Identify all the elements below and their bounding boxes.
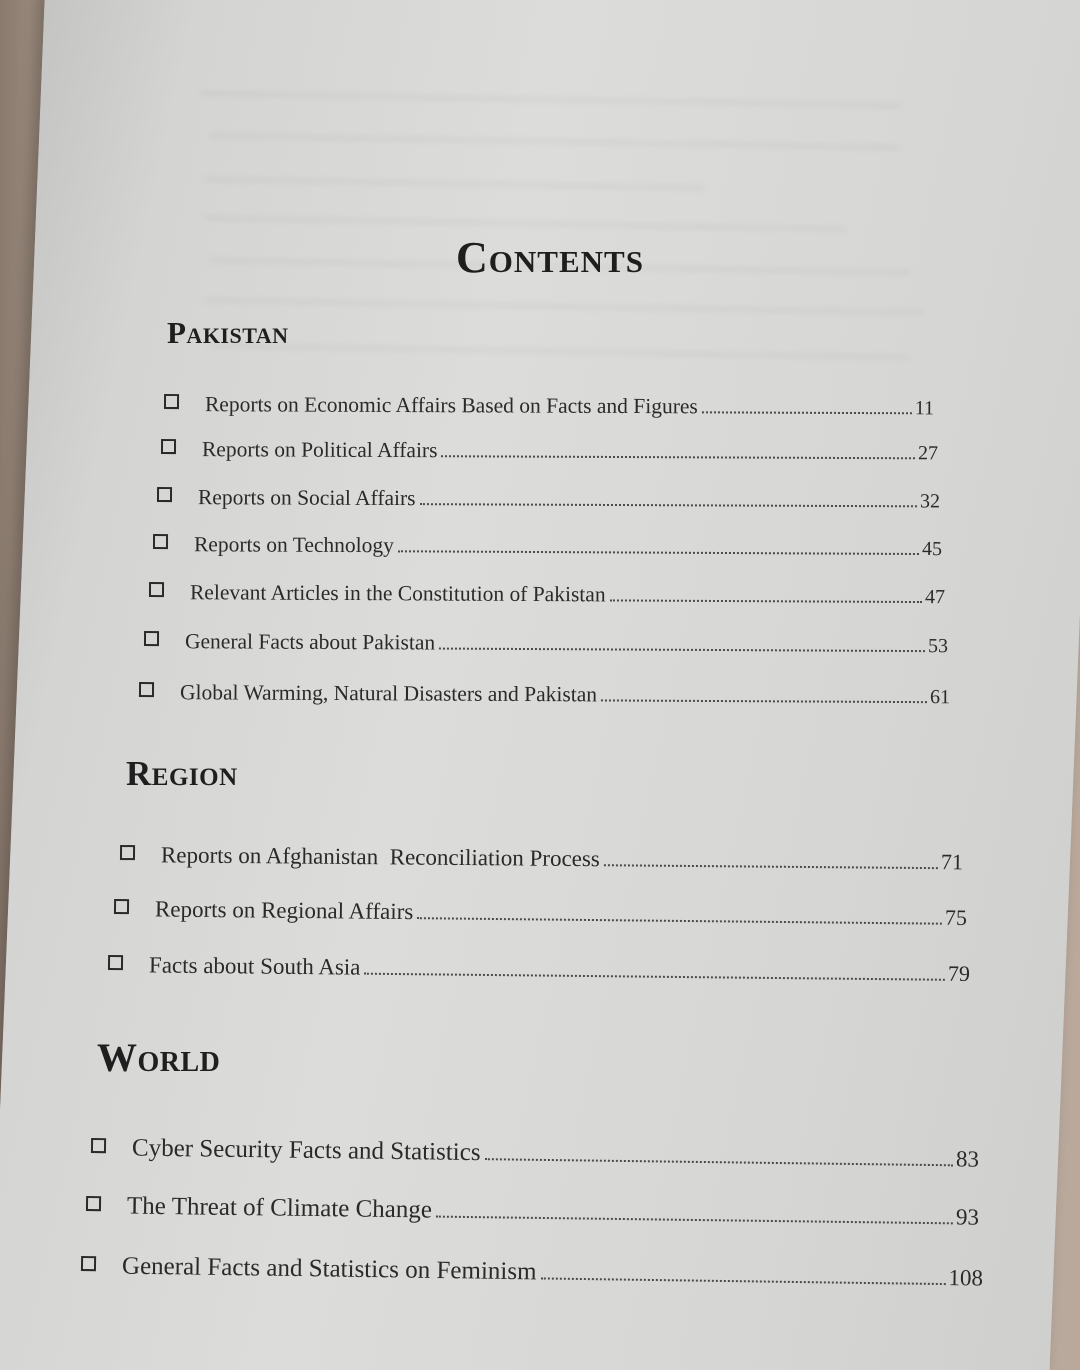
dot-leader <box>601 699 927 703</box>
entry-page-number: 83 <box>955 1146 980 1172</box>
dot-leader <box>540 1277 945 1285</box>
entry-page-number: 45 <box>921 538 943 561</box>
dot-leader <box>604 864 938 869</box>
entry-page-number: 108 <box>948 1265 984 1291</box>
checkbox-bullet-icon <box>144 631 159 646</box>
checkbox-bullet-icon <box>157 487 172 502</box>
checkbox-bullet-icon <box>164 394 179 409</box>
entry-label: Reports on Regional Affairs <box>154 896 414 925</box>
checkbox-bullet-icon <box>81 1256 96 1271</box>
toc-entry[interactable] <box>153 532 942 561</box>
entry-label: Global Warming, Natural Disasters and Pakistan <box>179 680 598 707</box>
toc-entry[interactable] <box>149 580 945 609</box>
toc-entry[interactable] <box>139 680 950 709</box>
entry-label: Reports on Technology <box>193 532 394 558</box>
entry-label: Reports on Social Affairs <box>197 485 416 511</box>
entry-page-number: 47 <box>924 586 946 609</box>
entry-label: Cyber Security Facts and Statistics <box>131 1134 481 1167</box>
entry-page-number: 32 <box>919 490 941 513</box>
dot-leader <box>420 503 917 507</box>
checkbox-bullet-icon <box>108 955 123 970</box>
checkbox-bullet-icon <box>139 682 154 697</box>
dot-leader <box>441 455 915 459</box>
entry-label: Reports on Economic Affairs Based on Facts and Figures <box>204 392 698 419</box>
section-heading-world: World <box>97 1035 221 1080</box>
entry-page-number: 75 <box>944 904 968 930</box>
entry-page-number: 79 <box>947 960 971 987</box>
entry-page-number: 93 <box>955 1204 980 1230</box>
entry-page-number: 53 <box>927 635 949 658</box>
section-heading-pakistan: Pakistan <box>167 315 289 350</box>
toc-entry[interactable] <box>164 392 934 420</box>
section-heading-region: Region <box>126 754 238 793</box>
checkbox-bullet-icon <box>91 1138 106 1153</box>
checkbox-bullet-icon <box>149 582 164 597</box>
entry-page-number: 61 <box>929 686 951 709</box>
toc-entry[interactable] <box>157 485 940 513</box>
toc-entry[interactable] <box>144 629 948 658</box>
checkbox-bullet-icon <box>114 899 129 914</box>
checkbox-bullet-icon <box>153 534 168 549</box>
checkbox-bullet-icon <box>86 1196 101 1211</box>
entry-label: Reports on Political Affairs <box>201 437 438 463</box>
checkbox-bullet-icon <box>120 845 135 860</box>
entry-label: General Facts and Statistics on Feminism <box>121 1252 537 1286</box>
entry-page-number: 11 <box>914 397 935 420</box>
entry-label: The Threat of Climate Change <box>126 1192 433 1224</box>
dot-leader <box>364 973 945 981</box>
entry-page-number: 71 <box>940 849 964 875</box>
dot-leader <box>702 411 912 414</box>
entry-label: Facts about South Asia <box>148 952 361 980</box>
checkbox-bullet-icon <box>161 439 176 454</box>
page-title: Contents <box>456 233 644 282</box>
entry-label: General Facts about Pakistan <box>184 629 436 655</box>
dot-leader <box>439 648 925 653</box>
dot-leader <box>398 550 919 555</box>
entry-label: Reports on Afghanistan Reconciliation Process <box>160 842 600 872</box>
dot-leader <box>610 599 922 603</box>
dot-leader <box>436 1216 953 1225</box>
dot-leader <box>417 917 942 924</box>
entry-page-number: 27 <box>917 442 939 465</box>
entry-label: Relevant Articles in the Constitution of Pakistan <box>189 580 606 607</box>
toc-entry[interactable] <box>161 437 938 465</box>
dot-leader <box>484 1158 952 1166</box>
